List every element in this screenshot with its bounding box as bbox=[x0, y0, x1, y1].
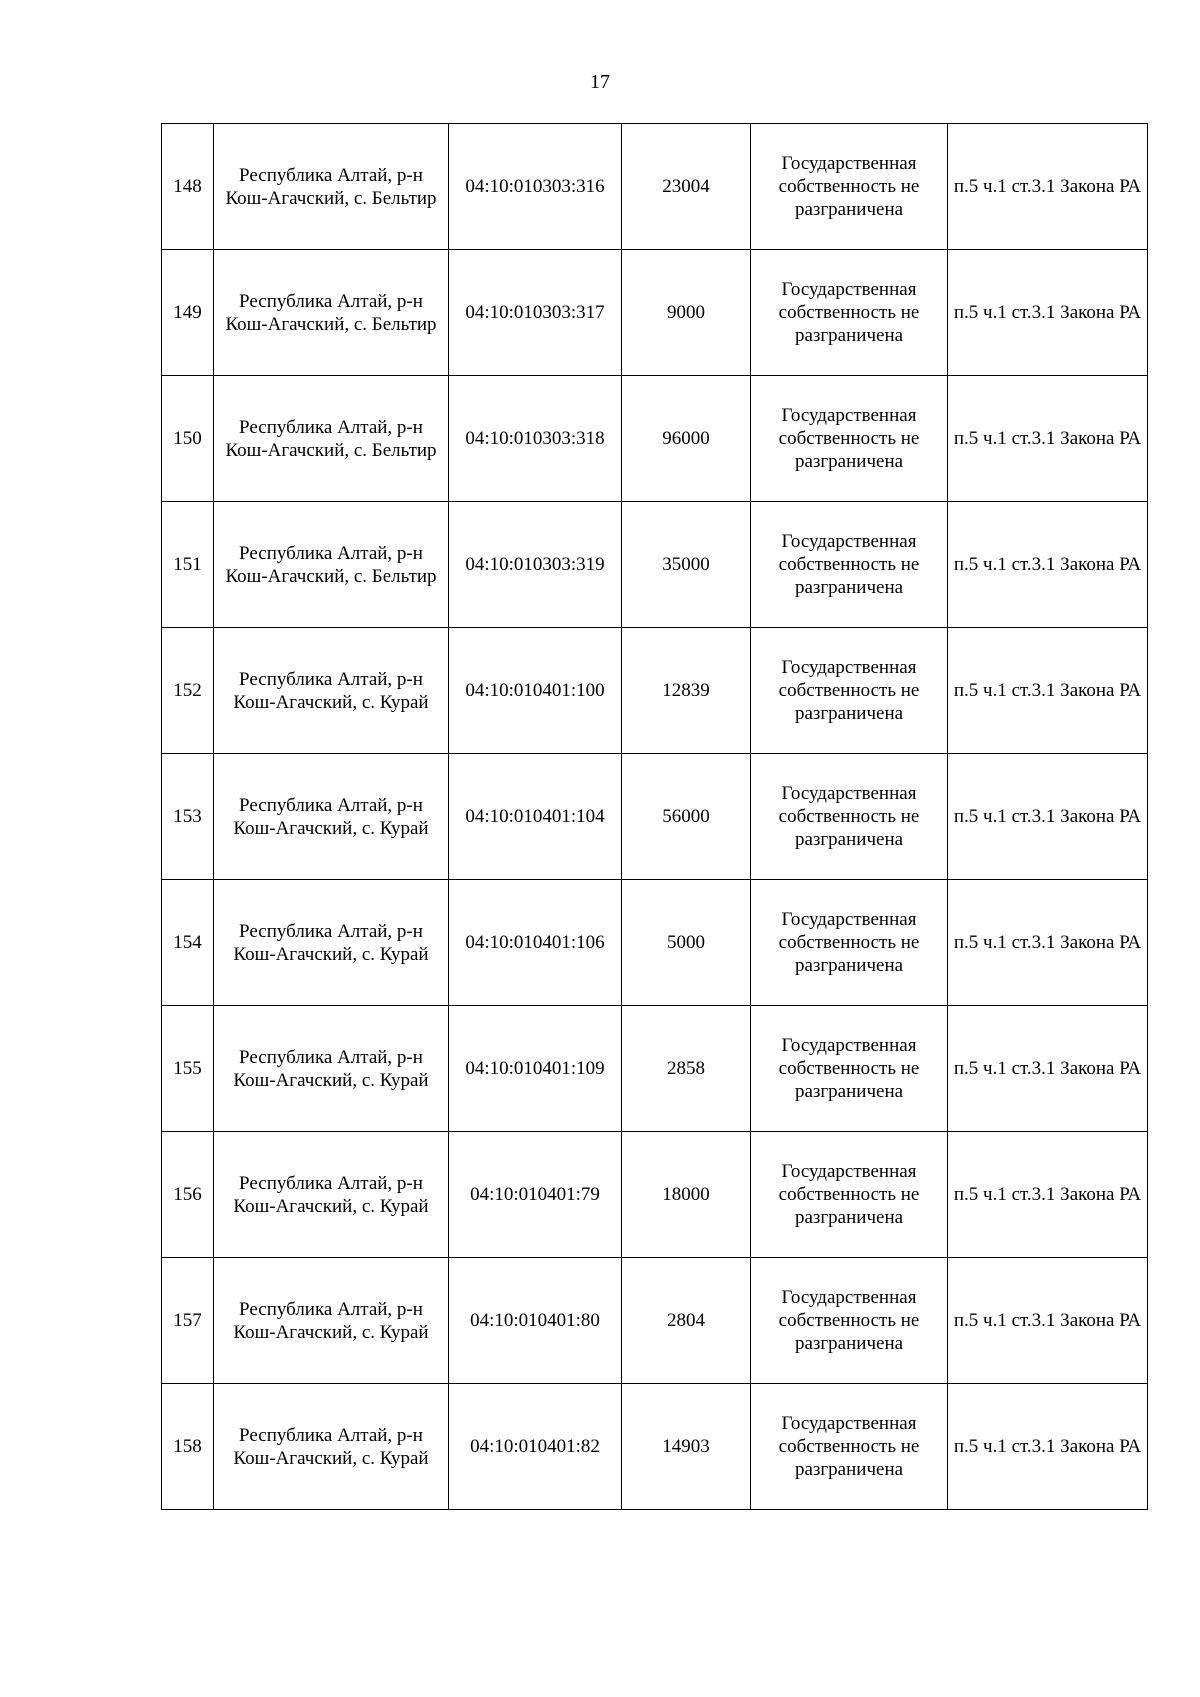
address-cell: Республика Алтай, р-н Кош-Агачский, с. Курай bbox=[214, 628, 449, 754]
ownership-cell: Государственная собственность не разграничена bbox=[751, 628, 948, 754]
row-number-cell: 155 bbox=[162, 1006, 214, 1132]
cadastral-number-cell: 04:10:010401:100 bbox=[449, 628, 622, 754]
ownership-cell: Государственная собственность не разграничена bbox=[751, 1006, 948, 1132]
address-cell: Республика Алтай, р-н Кош-Агачский, с. Курай bbox=[214, 1132, 449, 1258]
cadastral-number-cell: 04:10:010303:319 bbox=[449, 502, 622, 628]
area-cell: 5000 bbox=[622, 880, 751, 1006]
address-cell: Республика Алтай, р-н Кош-Агачский, с. Курай bbox=[214, 754, 449, 880]
address-cell: Республика Алтай, р-н Кош-Агачский, с. Бельтир bbox=[214, 250, 449, 376]
legal-basis-cell: п.5 ч.1 ст.3.1 Закона РА bbox=[948, 754, 1148, 880]
table-row bbox=[162, 124, 1148, 250]
ownership-cell: Государственная собственность не разграничена bbox=[751, 1132, 948, 1258]
table-row bbox=[162, 1132, 1148, 1258]
table-row bbox=[162, 1384, 1148, 1510]
address-cell: Республика Алтай, р-н Кош-Агачский, с. Бельтир bbox=[214, 124, 449, 250]
address-cell: Республика Алтай, р-н Кош-Агачский, с. Бельтир bbox=[214, 376, 449, 502]
address-cell: Республика Алтай, р-н Кош-Агачский, с. Курай bbox=[214, 1258, 449, 1384]
ownership-cell: Государственная собственность не разграничена bbox=[751, 880, 948, 1006]
address-cell: Республика Алтай, р-н Кош-Агачский, с. Бельтир bbox=[214, 502, 449, 628]
legal-basis-cell: п.5 ч.1 ст.3.1 Закона РА bbox=[948, 124, 1148, 250]
area-cell: 2804 bbox=[622, 1258, 751, 1384]
cadastral-number-cell: 04:10:010303:317 bbox=[449, 250, 622, 376]
table-row bbox=[162, 502, 1148, 628]
row-number-cell: 158 bbox=[162, 1384, 214, 1510]
address-cell: Республика Алтай, р-н Кош-Агачский, с. Курай bbox=[214, 880, 449, 1006]
table-row bbox=[162, 754, 1148, 880]
ownership-cell: Государственная собственность не разграничена bbox=[751, 124, 948, 250]
ownership-cell: Государственная собственность не разграничена bbox=[751, 1384, 948, 1510]
ownership-cell: Государственная собственность не разграничена bbox=[751, 376, 948, 502]
cadastral-number-cell: 04:10:010401:82 bbox=[449, 1384, 622, 1510]
area-cell: 12839 bbox=[622, 628, 751, 754]
area-cell: 14903 bbox=[622, 1384, 751, 1510]
row-number-cell: 152 bbox=[162, 628, 214, 754]
area-cell: 35000 bbox=[622, 502, 751, 628]
table-row bbox=[162, 628, 1148, 754]
area-cell: 96000 bbox=[622, 376, 751, 502]
cadastral-number-cell: 04:10:010401:106 bbox=[449, 880, 622, 1006]
address-cell: Республика Алтай, р-н Кош-Агачский, с. Курай bbox=[214, 1384, 449, 1510]
table-row bbox=[162, 1258, 1148, 1384]
row-number-cell: 156 bbox=[162, 1132, 214, 1258]
area-cell: 9000 bbox=[622, 250, 751, 376]
table-row bbox=[162, 880, 1148, 1006]
row-number-cell: 153 bbox=[162, 754, 214, 880]
ownership-cell: Государственная собственность не разграничена bbox=[751, 250, 948, 376]
row-number-cell: 150 bbox=[162, 376, 214, 502]
row-number-cell: 157 bbox=[162, 1258, 214, 1384]
legal-basis-cell: п.5 ч.1 ст.3.1 Закона РА bbox=[948, 628, 1148, 754]
row-number-cell: 154 bbox=[162, 880, 214, 1006]
cadastral-number-cell: 04:10:010401:79 bbox=[449, 1132, 622, 1258]
cadastral-number-cell: 04:10:010401:104 bbox=[449, 754, 622, 880]
legal-basis-cell: п.5 ч.1 ст.3.1 Закона РА bbox=[948, 250, 1148, 376]
ownership-cell: Государственная собственность не разграничена bbox=[751, 502, 948, 628]
table-body bbox=[162, 124, 1148, 1510]
area-cell: 18000 bbox=[622, 1132, 751, 1258]
legal-basis-cell: п.5 ч.1 ст.3.1 Закона РА bbox=[948, 1384, 1148, 1510]
cadastral-number-cell: 04:10:010303:318 bbox=[449, 376, 622, 502]
address-cell: Республика Алтай, р-н Кош-Агачский, с. Курай bbox=[214, 1006, 449, 1132]
cadastral-number-cell: 04:10:010401:80 bbox=[449, 1258, 622, 1384]
legal-basis-cell: п.5 ч.1 ст.3.1 Закона РА bbox=[948, 376, 1148, 502]
area-cell: 56000 bbox=[622, 754, 751, 880]
legal-basis-cell: п.5 ч.1 ст.3.1 Закона РА bbox=[948, 1258, 1148, 1384]
table-row bbox=[162, 376, 1148, 502]
land-plots-table bbox=[161, 123, 1148, 1510]
legal-basis-cell: п.5 ч.1 ст.3.1 Закона РА bbox=[948, 880, 1148, 1006]
legal-basis-cell: п.5 ч.1 ст.3.1 Закона РА bbox=[948, 502, 1148, 628]
legal-basis-cell: п.5 ч.1 ст.3.1 Закона РА bbox=[948, 1006, 1148, 1132]
legal-basis-cell: п.5 ч.1 ст.3.1 Закона РА bbox=[948, 1132, 1148, 1258]
row-number-cell: 148 bbox=[162, 124, 214, 250]
cadastral-number-cell: 04:10:010401:109 bbox=[449, 1006, 622, 1132]
area-cell: 23004 bbox=[622, 124, 751, 250]
row-number-cell: 151 bbox=[162, 502, 214, 628]
table-row bbox=[162, 1006, 1148, 1132]
table-row bbox=[162, 250, 1148, 376]
page-number: 17 bbox=[590, 71, 610, 93]
row-number-cell: 149 bbox=[162, 250, 214, 376]
area-cell: 2858 bbox=[622, 1006, 751, 1132]
ownership-cell: Государственная собственность не разграничена bbox=[751, 754, 948, 880]
ownership-cell: Государственная собственность не разграничена bbox=[751, 1258, 948, 1384]
cadastral-number-cell: 04:10:010303:316 bbox=[449, 124, 622, 250]
